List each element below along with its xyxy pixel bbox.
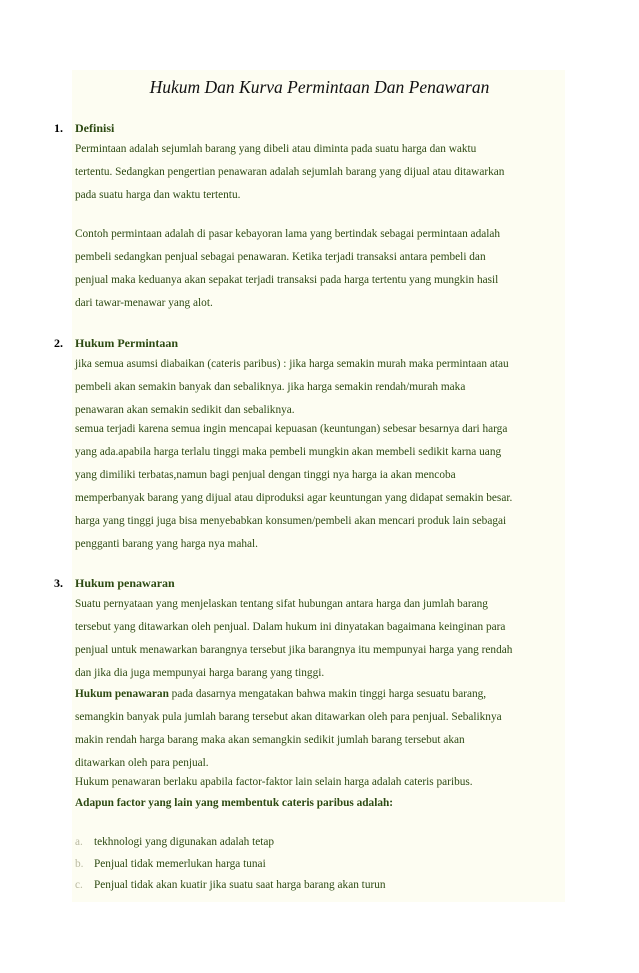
section-3-line: penjual untuk menawarkan barangnya tersebut jika barangnya itu mempunyai harga yang rendah [75, 644, 513, 656]
section-2-line: yang dimiliki terbatas,namun bagi penjual dengan tinggi nya harga ia akan mencoba [75, 469, 456, 481]
section-3-line: tersebut yang ditawarkan oleh penjual. Dalam hukum ini dinyatakan bagaimana keinginan para [75, 621, 506, 633]
list-item: Penjual tidak akan kuatir jika suatu saat harga barang akan turun [94, 879, 386, 891]
section-2-line: pembeli akan semakin banyak dan sebaliknya. jika harga semakin rendah/murah maka [75, 381, 466, 393]
section-2-line: penawaran akan semakin sedikit dan sebaliknya. [75, 404, 295, 416]
section-3-line-rest: pada dasarnya mengatakan bahwa makin tinggi harga sesuatu barang, [168, 688, 487, 700]
section-3-number: 3. [54, 576, 63, 590]
list-marker: b. [75, 858, 84, 870]
section-1-line: penjual maka keduanya akan sepakat terjadi transaksi pada harga tertentu yang mungkin hasil [75, 274, 499, 286]
section-2-line: harga yang tinggi juga bisa menyebabkan konsumen/pembeli akan mencari produk lain sebagai [75, 515, 507, 527]
list-marker: a. [75, 836, 83, 848]
section-2-line: memperbanyak barang yang dijual atau diproduksi agar keuntungan yang didapat semakin besar. [75, 492, 513, 504]
section-3-line: makin rendah harga barang maka akan semangkin sedikit jumlah barang tersebut akan [75, 734, 465, 746]
factors-heading: Adapun factor yang lain yang membentuk cateris paribus adalah: [75, 797, 394, 809]
section-2-line: jika semua asumsi diabaikan (cateris paribus) : jika harga semakin murah maka permintaan atau [75, 358, 509, 370]
section-1-number: 1. [54, 121, 63, 135]
section-2-heading: Hukum Permintaan [75, 336, 179, 350]
section-1-heading: Definisi [75, 121, 115, 135]
list-item: Penjual tidak memerlukan harga tunai [94, 858, 266, 870]
section-2-line: semua terjadi karena semua ingin mencapai kepuasan (keuntungan) sebesar besarnya dari harga [75, 423, 508, 435]
section-3-line: dan jika dia juga mempunyai harga barang yang tinggi. [75, 667, 325, 679]
section-3-line: Hukum penawaran berlaku apabila factor-faktor lain selain harga adalah cateris paribus. [75, 776, 473, 788]
section-3-paragraph-2-first-line [75, 688, 486, 700]
hukum-penawaran-bold-term: Hukum penawaran [75, 688, 169, 700]
list-item: tekhnologi yang digunakan adalah tetap [94, 836, 275, 848]
section-3-line: semangkin banyak pula jumlah barang tersebut akan ditawarkan oleh para penjual. Sebaliknya [75, 711, 502, 723]
document-title: Hukum Dan Kurva Permintaan Dan Penawaran [149, 77, 490, 97]
section-3-line: Suatu pernyataan yang menjelaskan tentang sifat hubungan antara harga dan jumlah barang [75, 598, 488, 610]
section-2-line: yang ada.apabila harga terlalu tinggi maka pembeli mungkin akan membeli sedikit karna uang [75, 446, 502, 458]
section-1-line: Permintaan adalah sejumlah barang yang dibeli atau diminta pada suatu harga dan waktu [75, 143, 477, 155]
section-1-line: Contoh permintaan adalah di pasar kebayoran lama yang bertindak sebagai permintaan adalah [75, 228, 501, 240]
section-1-line: dari tawar-menawar yang alot. [75, 297, 213, 309]
section-1-line: tertentu. Sedangkan pengertian penawaran adalah sejumlah barang yang dijual atau ditawarkan [75, 166, 505, 178]
section-3-line: ditawarkan oleh para penjual. [75, 757, 209, 769]
section-1-line: pada suatu harga dan waktu tertentu. [75, 189, 241, 201]
section-1-line: pembeli sedangkan penjual sebagai penawaran. Ketika terjadi transaksi antara pembeli dan [75, 251, 486, 263]
section-2-line: pengganti barang yang harga nya mahal. [75, 538, 258, 550]
list-marker: c. [75, 879, 83, 891]
section-2-number: 2. [54, 336, 63, 350]
section-3-heading: Hukum penawaran [75, 576, 175, 590]
